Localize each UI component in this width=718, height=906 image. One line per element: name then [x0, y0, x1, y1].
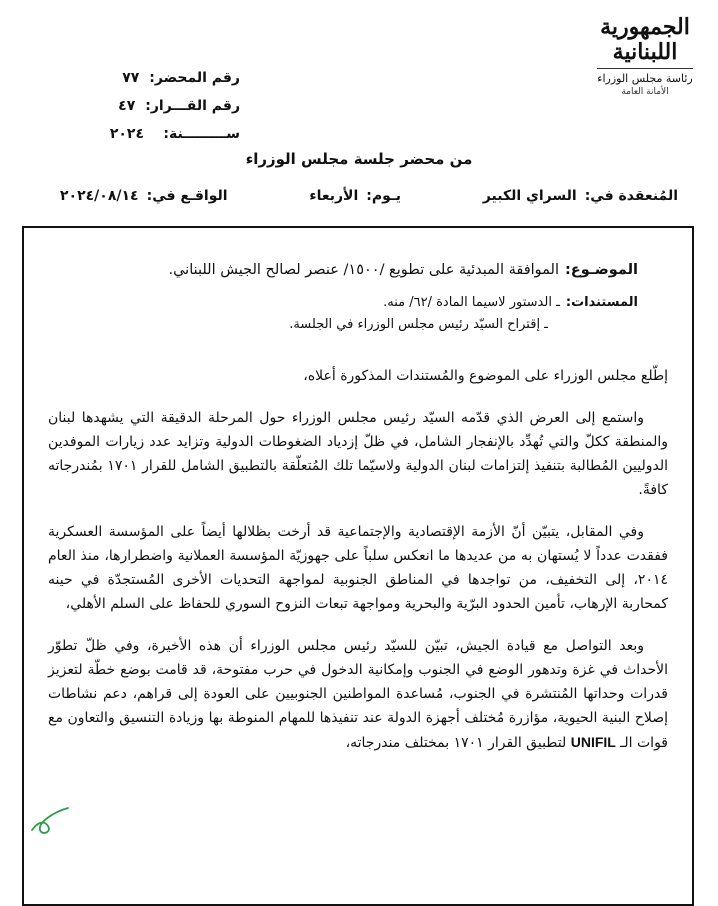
session-meta [60, 188, 678, 204]
documents-block [48, 292, 638, 336]
year-label: ســـــــــنة: [163, 126, 240, 142]
emblem-secretariat-text: الأمانة العامة [621, 87, 669, 97]
emblem-lebanese-text: اللبنانية [612, 39, 678, 65]
minutes-number-label: رقم المحضر: [149, 70, 240, 86]
handwritten-initial-icon [28, 800, 78, 840]
paragraph-economic-crisis: وفي المقابل، يتبيّن أنّ الأزمة الإقتصادية والإجتماعية قد أرخت بظلالها أيضاً على المؤسسة العسكرية ففقدت عدداً لا يُستهان به من عديدها ما انعكس سلباً على جهوزيّة المؤسسة العملانية واضطرارها، منذ العام ٢٠١٤، إلى التخفيف، من تواجدها في المناطق الجنوبية لمواجهة التحديات الأخرى المُستجدّة في حينه كمحاربة الإرهاب، تأمين الحدود البرّية والبحرية ومواجهة تبعات النزوح السوري للحفاظ على السلم الأهلي، [48, 524, 668, 612]
emblem-republic-text: الجمهورية [600, 14, 690, 40]
paragraph-army-plan-ending: لتطبيق القرار ١٧٠١ بمختلف مندرجاته، [345, 735, 567, 751]
decision-number-label: رقم القـــرار: [145, 98, 240, 114]
reference-block [90, 64, 240, 148]
year-value: ٢٠٢٤ [109, 126, 144, 142]
subject-label: الموضـوع: [565, 262, 638, 278]
emblem-divider [597, 68, 693, 69]
year-row [90, 120, 240, 148]
documents-label: المستندات: [565, 295, 638, 310]
decision-number-value: ٤٧ [118, 98, 136, 114]
minutes-number-value: ٧٧ [122, 70, 140, 86]
decision-number-row [90, 92, 240, 120]
documents-item-proposal: ـ إقتراح السيّد رئيس مجلس الوزراء في الجلسة. [289, 317, 548, 332]
intro-paragraph: إطّلع مجلس الوزراء على الموضوع والمُستندات المذكورة أعلاه، [303, 368, 668, 384]
session-date-label: الواقـع في: [146, 188, 228, 204]
subject-line [48, 258, 638, 282]
documents-item-constitution: ـ الدستور لاسيما المادة /٦٢/ منه. [383, 295, 560, 310]
session-location-label: المُنعقدة في: [584, 188, 678, 204]
session-day-value: الأربعاء [309, 188, 359, 204]
session-date-value: ٢٠٢٤/٠٨/١٤ [60, 188, 139, 204]
session-day [309, 188, 401, 204]
minutes-number-row [90, 64, 240, 92]
session-location [483, 188, 678, 204]
session-day-label: يـوم: [366, 188, 401, 204]
documents-row [48, 292, 638, 314]
republic-emblem [590, 14, 700, 98]
unifil-label: UNIFIL [570, 734, 616, 750]
paragraph-briefing: واستمع إلى العرض الذي قدّمه السيّد رئيس مجلس الوزراء حول المرحلة الدقيقة التي يشهدها لبنان والمنطقة ككلّ والتي تُهدِّد بالإنفجار الشامل، في ظلّ إزدياد الضغوطات الدولية وتزايد عدد زيارات الموفدين الدوليين المُطالبة بتنفيذ إلتزامات لبنان الدولية ولاسيّما تلك المُتعلّقة بالتطبيق الشامل للقرار ١٧٠١ بمُندرجاته كافةً. [48, 410, 668, 498]
decision-body [48, 258, 668, 755]
session-location-value: السراي الكبير [482, 188, 577, 204]
document-title [0, 150, 718, 168]
paragraph-army-plan-text: وبعد التواصل مع قيادة الجيش، تبيّن للسيّد رئيس مجلس الوزراء أن هذه الأخيرة، وفي ظلّ تطوّر الأحداث في غزة وتدهور الوضع في الجنوب وإمكانية الدخول في حرب مفتوحة، قد قامت بوضع خطّة لتعزيز قدرات وحداتها المُنتشرة في الجنوب، مُساعدة المواطنين الجنوبيين على العودة إلى قراهم، دعم نشاطات إصلاح البنية الحيوية، مؤازرة مُختلف أجهزة الدولة عند تنفيذها للمهام المنوطة بها وزيادة التنسيق والتعاون مع قوات الـ [48, 638, 668, 751]
document-title-text: من محضر جلسة مجلس الوزراء [245, 150, 473, 168]
decision-body-frame [22, 226, 694, 906]
emblem-presidency-text: رئاسة مجلس الوزراء [597, 72, 693, 85]
session-date [60, 188, 228, 204]
subject-text: الموافقة المبدئية على تطويع /١٥٠٠/ عنصر لصالح الجيش اللبناني. [168, 262, 559, 278]
paragraph-army-plan [48, 634, 668, 755]
